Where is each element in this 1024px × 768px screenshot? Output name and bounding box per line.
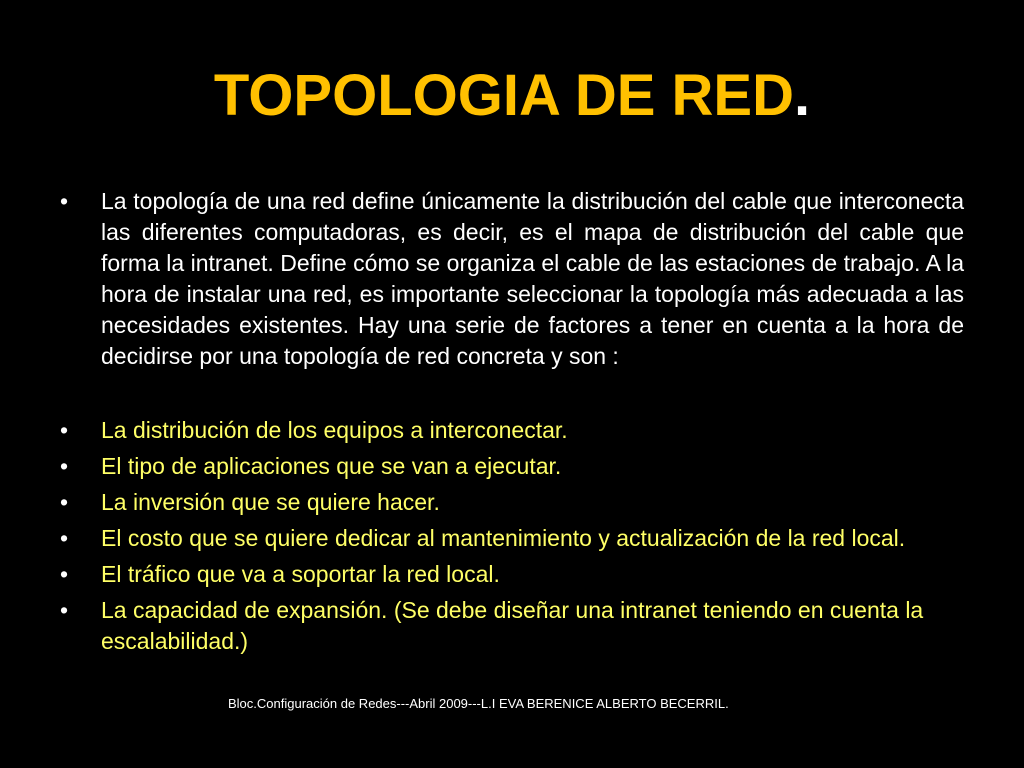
bullet-factor-applications (60, 451, 964, 482)
slide-title (0, 58, 1024, 134)
bullet-icon: • (60, 417, 69, 443)
bullet-icon: • (60, 188, 69, 214)
bullet-icon: • (60, 489, 69, 515)
bullet-factor-text: La distribución de los equipos a interconectar. (101, 417, 568, 443)
slide-footer: Bloc.Configuración de Redes---Abril 2009---L.I EVA BERENICE ALBERTO BECERRIL. (228, 696, 729, 711)
bullet-icon: • (60, 525, 69, 551)
bullet-icon: • (60, 453, 69, 479)
bullet-intro-text: La topología de una red define únicamente la distribución del cable que interconecta las diferentes computadoras, es decir, es el mapa de distribución del cable que forma la intranet. Define cómo se organiza el cable de las estaciones de trabajo. A la hora de instalar una red, es importante seleccionar la topología más adecuada a las necesidades existentes. Hay una serie de factores a tener en cuenta a la hora de decidirse por una topología de red concreta y son : (101, 188, 964, 369)
slide-title-text: TOPOLOGIA DE RED (213, 63, 794, 128)
bullet-factor-traffic (60, 559, 964, 590)
bullet-list (60, 186, 964, 662)
slide-title-period: . (793, 63, 811, 128)
bullet-intro (60, 186, 964, 372)
bullet-icon: • (60, 561, 69, 587)
bullet-factor-maintenance (60, 523, 964, 554)
bullet-icon: • (60, 597, 69, 623)
bullet-factor-investment (60, 487, 964, 518)
bullet-factor-text: El costo que se quiere dedicar al mantenimiento y actualización de la red local. (101, 525, 906, 551)
bullet-factor-text: La inversión que se quiere hacer. (101, 489, 440, 515)
bullet-factor-expansion (60, 595, 964, 657)
bullet-factor-text: El tráfico que va a soportar la red local. (101, 561, 500, 587)
bullet-factor-text: El tipo de aplicaciones que se van a ejecutar. (101, 453, 562, 479)
bullet-factor-distribution (60, 415, 964, 446)
bullet-factor-text: La capacidad de expansión. (Se debe diseñar una intranet teniendo en cuenta la escalabilidad.) (101, 597, 924, 654)
